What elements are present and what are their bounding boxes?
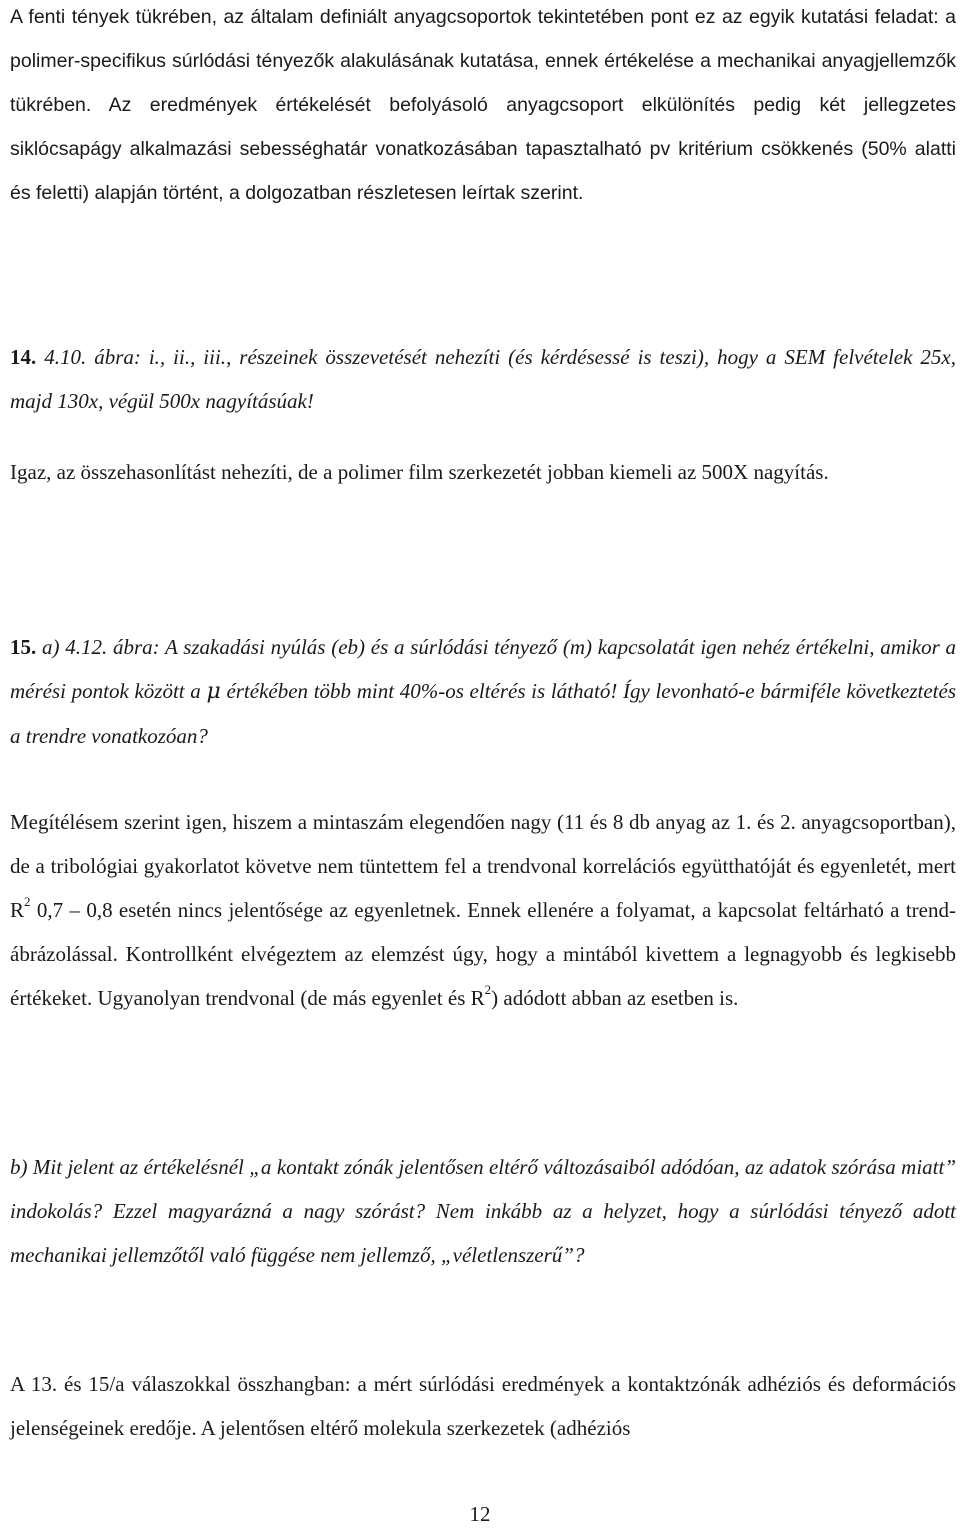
question-14-reference: 4.10. ábra: i., ii., iii. [44, 345, 227, 369]
paragraph-intro-sentence-1: A fenti tények tükrében, az általam definiált anyagcsoportok tekintetében pont ez az egyik kutatási feladat: a polimer-specifikus súrlódási tényezők alakulásának kutatása, ennek értékelése a mechanikai anyagjellemzők tükrében. [10, 6, 956, 116]
question-15a-text-1: a) 4.12. ábra: A szakadási nyúlás (eb) és a súrlódási tényező (m) kapcsolatát igen nehéz értékelni, amikor a mérési pontok között a [10, 635, 956, 703]
superscript-2: 2 [484, 982, 492, 997]
paragraph-intro [10, 0, 956, 215]
answer-15a [10, 800, 956, 1020]
answer-14: Igaz, az összehasonlítást nehezíti, de a polimer film szerkezetét jobban kiemeli az 500X nagyítás. [10, 460, 829, 484]
question-15a [10, 625, 956, 758]
question-15a-text-2: értékében több mint 40%-os eltérés is látható! Így levonható-e bármiféle következtetés a trendre vonatkozóan? [10, 679, 957, 748]
page-number: 12 [469, 1502, 491, 1526]
answer-15b: A 13. és 15/a válaszokkal összhangban: a mért súrlódási eredmények a kontaktzónák adhéziós és deformációs jelenségeinek eredője. A jelentősen eltérő molekula szerkezetek (adhéziós [10, 1372, 956, 1440]
question-15-label: 15. [10, 635, 42, 659]
mu-symbol: μ [206, 679, 221, 704]
question-15b [10, 1145, 956, 1277]
question-14-label: 14. [10, 345, 45, 369]
answer-15a-text-3: ) adódott abban az esetben is. [491, 986, 739, 1010]
answer-15a-text-2: 0,7 – 0,8 esetén nincs jelentősége az egyenletnek. Ennek ellenére a folyamat, a kapcsolat feltárható a trend-ábrázolással. Kontrollként elvégeztem az elemzést úgy, hogy a mintából kivettem a legnagyobb és legkisebb értékeket. Ugyanolyan trendvonal (de más egyenlet és R [10, 898, 956, 1010]
question-14 [10, 335, 956, 423]
superscript-2: 2 [24, 894, 31, 909]
answer-15a-text-1: Megítélésem szerint igen, hiszem a mintaszám elegendően nagy (11 és 8 db anyag az 1. és 2. anyagcsoportban), de a tribológiai gyakorlatot követve nem tüntettem fel a trendvonal korrelációs együtthatóját és egyenletét, mert R [10, 810, 956, 922]
question-15b-text: b) Mit jelent az értékelésnél „a kontakt zónák jelentősen eltérő változásaiból adódóan, az adatok szórása miatt” indokolás? Ezzel magyarázná a nagy szórást? Nem inkább az a helyzet, hogy a súrlódási tényező adott mechanikai jellemzőtől való függése nem jellemző, „véletlenszerű”? [10, 1155, 956, 1267]
question-14-text: , részeinek összevetését nehezíti (és kérdésessé is teszi), hogy a SEM felvételek 25x, majd 130x, végül 500x nagyításúak! [10, 345, 956, 413]
paragraph-intro-sentence-3: vonatkozásában tapasztalható pv kritérium csökkenés (50% alatti és feletti) alapján történt, a dolgozatban részletesen leírtak szerint. [10, 138, 956, 204]
paragraph-intro-sentence-2: Az eredmények értékelését befolyásoló anyagcsoport elkülönítés pedig két jellegzetes siklócsapágy alkalmazási sebességhatár [10, 94, 956, 160]
